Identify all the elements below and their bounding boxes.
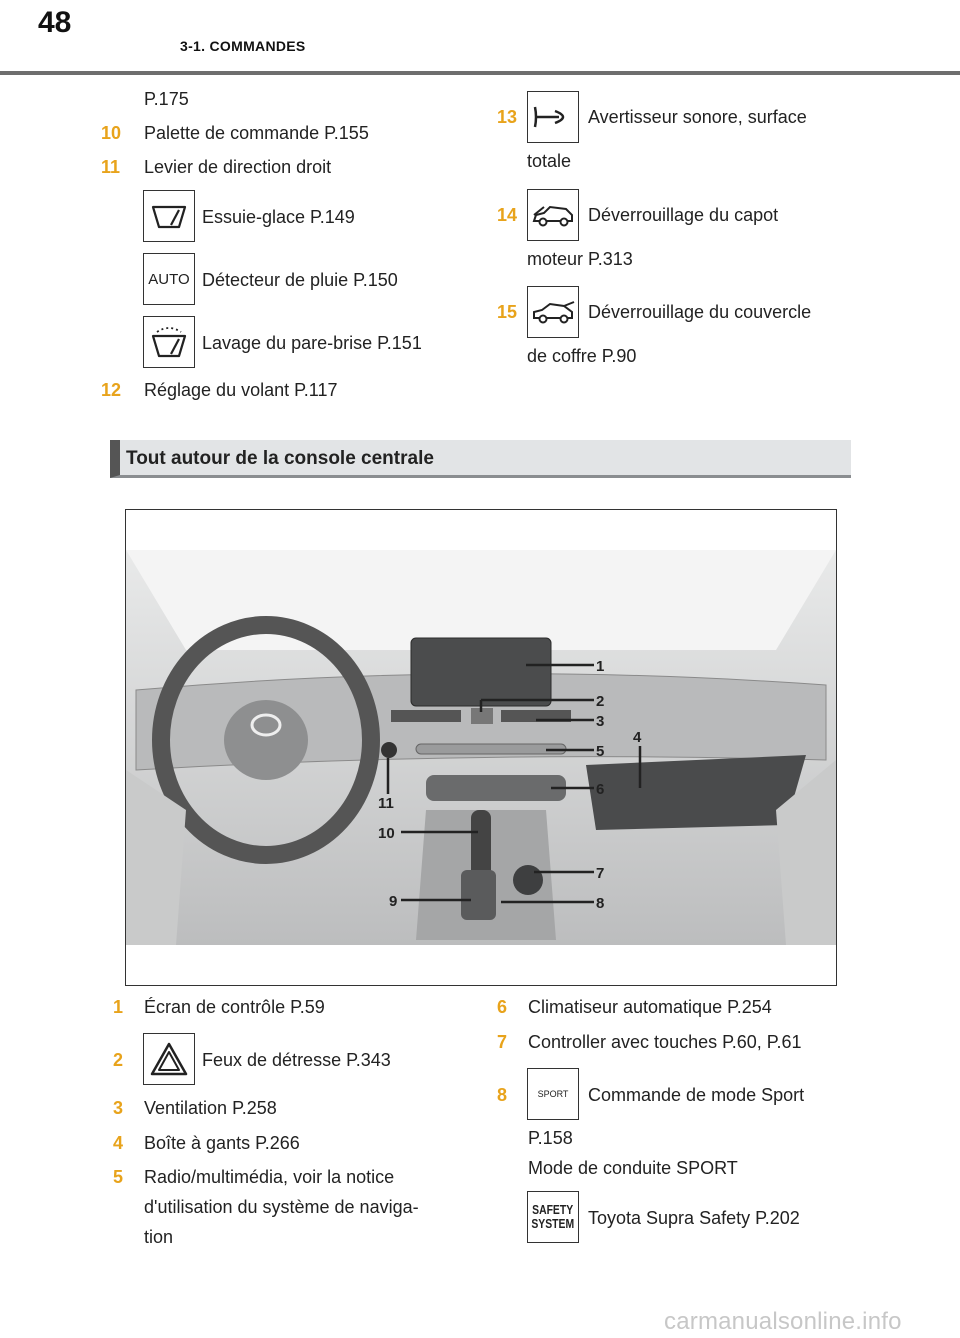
watermark: carmanualsonline.info	[664, 1308, 902, 1335]
callout-3: 3	[596, 713, 605, 730]
item-text-5-line3: tion	[144, 1227, 174, 1247]
item-number-4: 4	[113, 1133, 124, 1153]
item-text-safety: Toyota Supra Safety P.202	[588, 1208, 800, 1228]
console-drawing	[126, 510, 836, 985]
auto-icon-label: AUTO	[148, 270, 190, 288]
item-number-13: 13	[497, 107, 518, 127]
item-text-5-line2: d'utilisation du système de naviga-	[144, 1197, 419, 1217]
hazard-warning-icon	[143, 1033, 195, 1085]
item-text-8-line2: P.158	[528, 1128, 573, 1148]
item-number-5: 5	[113, 1167, 124, 1187]
item-number-1: 1	[113, 997, 124, 1017]
item-text-13-line2: totale	[527, 151, 572, 171]
page-number: 48	[38, 6, 72, 39]
sub-text-rain-sensor: Détecteur de pluie P.150	[202, 270, 398, 290]
safety-icon-line2: SYSTEM	[531, 1216, 575, 1231]
item-text-15-line2: de coffre P.90	[527, 346, 637, 366]
item-text-4: Boîte à gants P.266	[144, 1133, 300, 1153]
callout-9: 9	[389, 893, 398, 910]
car-trunk-icon	[527, 286, 579, 338]
item-number-14: 14	[497, 205, 518, 225]
item-text-13-line1: Avertisseur sonore, surface	[588, 107, 807, 127]
windshield-wiper-icon	[143, 190, 195, 242]
auto-icon	[143, 253, 195, 305]
item-text-10: Palette de commande P.155	[144, 123, 369, 143]
item-text-15-line1: Déverrouillage du couvercle	[588, 302, 812, 322]
item-text-6: Climatiseur automatique P.254	[528, 997, 772, 1017]
callout-8: 8	[596, 895, 605, 912]
horn-icon	[527, 91, 579, 143]
item-number-10: 10	[101, 123, 122, 143]
sport-icon-label: SPORT	[537, 1089, 569, 1099]
callout-1: 1	[596, 658, 605, 675]
car-hood-icon	[527, 189, 579, 241]
callout-10: 10	[378, 825, 395, 842]
item-text-14-line1: Déverrouillage du capot	[588, 205, 779, 225]
callout-5: 5	[596, 743, 605, 760]
console-illustration	[125, 509, 837, 986]
item-text-2: Feux de détresse P.343	[202, 1050, 391, 1070]
item-text-7: Controller avec touches P.60, P.61	[528, 1032, 802, 1052]
item-text-8-line1: Commande de mode Sport	[588, 1085, 805, 1105]
item-text-3: Ventilation P.258	[144, 1098, 277, 1118]
sub-text-wiper: Essuie-glace P.149	[202, 207, 355, 227]
sport-icon	[527, 1068, 579, 1120]
item-number-2: 2	[113, 1050, 124, 1070]
item-text-11: Levier de direction droit	[144, 157, 332, 177]
item-number-11: 11	[101, 157, 121, 177]
chapter-title: 3-1. COMMANDES	[180, 38, 306, 54]
windshield-washer-icon	[143, 316, 195, 368]
item-number-6: 6	[497, 997, 508, 1017]
item-number-3: 3	[113, 1098, 124, 1118]
item-text-14-line2: moteur P.313	[527, 249, 633, 269]
item-number-12: 12	[101, 380, 122, 400]
callout-7: 7	[596, 865, 605, 882]
callout-2: 2	[596, 693, 605, 710]
callout-6: 6	[596, 781, 605, 798]
item-text-8-line3: Mode de conduite SPORT	[528, 1158, 738, 1178]
section-title: Tout autour de la console centrale	[126, 448, 434, 469]
item-text-1: Écran de contrôle P.59	[144, 997, 325, 1017]
continued-reference: P.175	[144, 89, 189, 109]
item-number-8: 8	[497, 1085, 508, 1105]
item-number-7: 7	[497, 1032, 508, 1052]
item-number-15: 15	[497, 302, 518, 322]
sub-text-washer: Lavage du pare-brise P.151	[202, 333, 422, 353]
item-text-12: Réglage du volant P.117	[144, 380, 338, 400]
safety-system-icon	[527, 1191, 579, 1243]
header-rule	[0, 71, 960, 75]
item-text-5-line1: Radio/multimédia, voir la notice	[144, 1167, 395, 1187]
safety-icon-line1: SAFETY	[532, 1202, 574, 1217]
callout-4: 4	[633, 729, 642, 746]
callout-11: 11	[378, 795, 394, 812]
